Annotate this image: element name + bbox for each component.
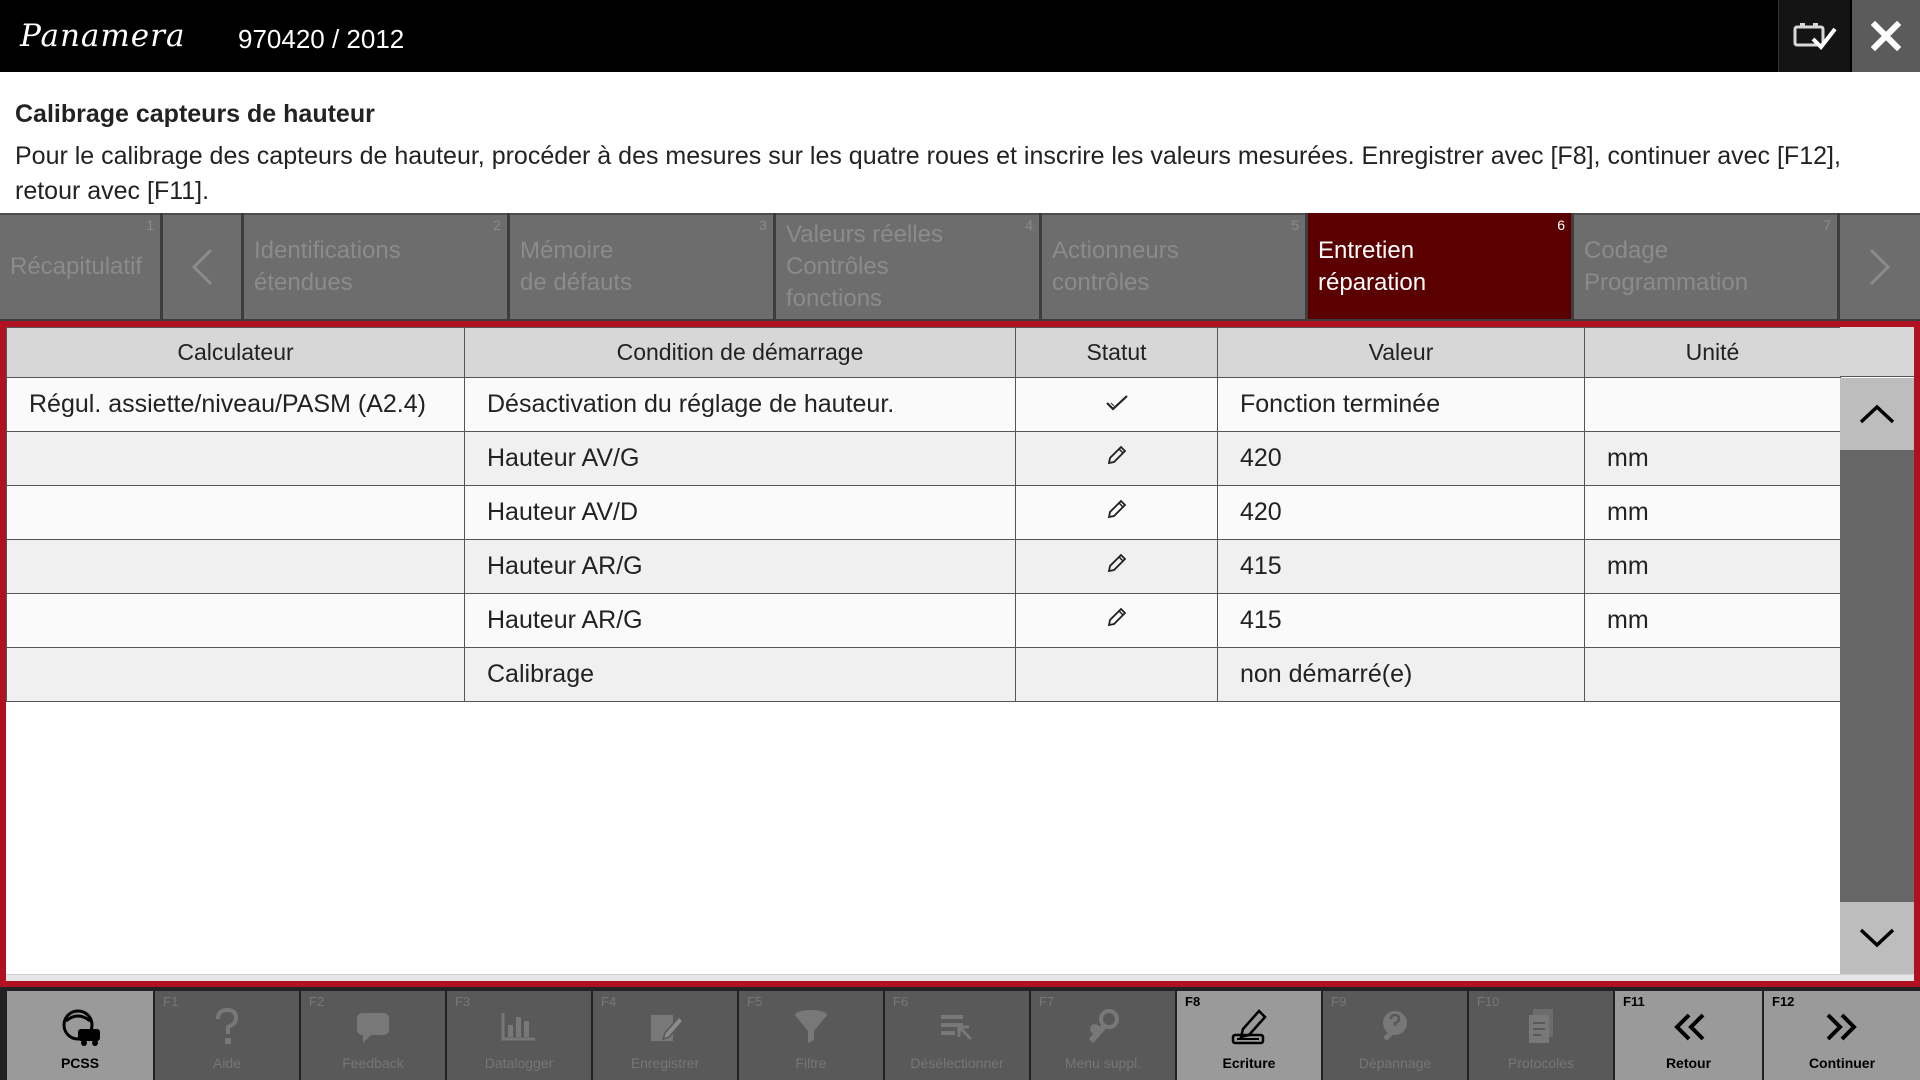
scrollbar-track[interactable] [1840, 450, 1914, 902]
cell-calculateur: Régul. assiette/niveau/PASM (A2.4) [7, 378, 465, 432]
cell-statut[interactable] [1016, 594, 1218, 648]
cell-calculateur [7, 540, 465, 594]
cell-condition: Hauteur AV/G [465, 432, 1016, 486]
tab-number: 5 [1291, 217, 1299, 233]
protocols-icon [1523, 1007, 1559, 1047]
scroll-header-cell [1840, 327, 1914, 377]
tab-number: 7 [1823, 217, 1831, 233]
filter-button[interactable] [739, 991, 883, 1080]
column-header-valeur[interactable]: Valeur [1218, 328, 1585, 378]
close-button[interactable] [1850, 0, 1920, 72]
column-header-unite[interactable]: Unité [1585, 328, 1841, 378]
deselect-button[interactable] [885, 991, 1029, 1080]
fkey-code: F3 [455, 994, 471, 1009]
tab-label: Actionneurs contrôles [1052, 237, 1179, 296]
cell-calculateur [7, 648, 465, 702]
column-header-statut[interactable]: Statut [1016, 328, 1218, 378]
tab-label: Mémoire de défauts [520, 237, 633, 296]
cell-statut[interactable] [1016, 432, 1218, 486]
fkey-label: PCSS [60, 1055, 100, 1071]
cell-unite [1585, 648, 1841, 702]
troubleshoot-button[interactable] [1323, 991, 1467, 1080]
tab-memoire-defauts[interactable] [510, 213, 773, 319]
troubleshoot-icon [1375, 1007, 1415, 1047]
cell-condition: Désactivation du réglage de hauteur. [465, 378, 1016, 432]
calibration-table [6, 327, 1841, 702]
fkey-label: Feedback [342, 1055, 404, 1071]
deselect-icon [937, 1009, 977, 1045]
save-icon [645, 1009, 685, 1045]
cell-unite: mm [1585, 432, 1841, 486]
tab-label: Récapitulatif [10, 253, 143, 280]
fkey-code: F9 [1331, 994, 1347, 1009]
fkey-code: F1 [163, 994, 179, 1009]
cell-valeur[interactable]: 420 [1218, 432, 1585, 486]
tab-prev-button[interactable] [163, 213, 241, 319]
table-row[interactable] [7, 594, 1841, 648]
fkey-label: Enregistrer [630, 1055, 700, 1071]
fkey-label: Continuer [1808, 1055, 1876, 1071]
pencil-icon [1105, 497, 1129, 521]
feedback-icon [353, 1009, 393, 1045]
fkey-code: F12 [1772, 994, 1795, 1009]
fkey-label: Protocoles [1507, 1055, 1575, 1071]
fkey-label: Ecriture [1222, 1055, 1276, 1071]
fkey-label: Filtre [795, 1055, 827, 1071]
pcss-icon [58, 1007, 102, 1047]
horizontal-scrollbar[interactable] [6, 974, 1914, 981]
continue-icon [1822, 1011, 1862, 1043]
cell-unite: mm [1585, 594, 1841, 648]
cell-condition: Calibrage [465, 648, 1016, 702]
fkey-label: Dépannage [1358, 1055, 1432, 1071]
cell-statut[interactable] [1016, 540, 1218, 594]
save-button[interactable] [593, 991, 737, 1080]
cell-statut [1016, 378, 1218, 432]
fkey-label: Datalogger [484, 1055, 554, 1071]
pencil-icon [1105, 551, 1129, 575]
cell-calculateur [7, 594, 465, 648]
tab-number: 1 [146, 217, 154, 233]
fkey-label: Menu suppl. [1064, 1055, 1142, 1071]
tab-number: 3 [759, 217, 767, 233]
chevron-up-icon [1858, 403, 1896, 425]
scroll-down-button[interactable] [1840, 902, 1914, 974]
table-row[interactable] [7, 540, 1841, 594]
table-row[interactable] [7, 648, 1841, 702]
pencil-icon [1105, 443, 1129, 467]
tab-actionneurs[interactable] [1042, 213, 1305, 319]
column-header-condition[interactable]: Condition de démarrage [465, 328, 1016, 378]
tab-next-button[interactable] [1840, 213, 1920, 319]
brand-logo: Panamera [20, 18, 186, 54]
datalogger-icon [499, 1009, 539, 1045]
cell-condition: Hauteur AR/G [465, 540, 1016, 594]
write-icon [1229, 1007, 1269, 1047]
chevron-left-icon [189, 247, 215, 287]
cell-unite: mm [1585, 540, 1841, 594]
cell-valeur[interactable]: 415 [1218, 594, 1585, 648]
tab-label: Codage Programmation [1584, 237, 1749, 296]
tab-number: 2 [493, 217, 501, 233]
fkey-code: F7 [1039, 994, 1055, 1009]
protocols-button[interactable] [1469, 991, 1613, 1080]
fkey-code: F5 [747, 994, 763, 1009]
fkey-code: F4 [601, 994, 617, 1009]
top-bar [0, 0, 1920, 72]
close-icon [1871, 21, 1901, 51]
cell-unite: mm [1585, 486, 1841, 540]
tab-codage-programmation[interactable] [1574, 213, 1837, 319]
more-menu-icon [1083, 1007, 1123, 1047]
fkey-code: F6 [893, 994, 909, 1009]
cell-valeur: non démarré(e) [1218, 648, 1585, 702]
fkey-label: Désélectionner [910, 1055, 1004, 1071]
more-menu-button[interactable] [1031, 991, 1175, 1080]
filter-icon [791, 1007, 831, 1047]
tab-label: Valeurs réelles Contrôles fonctions [786, 221, 943, 312]
chevron-down-icon [1858, 927, 1896, 949]
tab-number: 4 [1025, 217, 1033, 233]
tab-recapitulatif[interactable] [0, 213, 160, 319]
tab-number: 6 [1557, 217, 1565, 233]
tab-label: Entretien réparation [1318, 237, 1427, 296]
battery-check-button[interactable] [1778, 0, 1850, 72]
fkey-label: Retour [1665, 1055, 1712, 1071]
cell-unite [1585, 378, 1841, 432]
fkey-label: Aide [212, 1055, 242, 1071]
page-title: Calibrage capteurs de hauteur [15, 100, 375, 128]
chevron-right-icon [1867, 247, 1893, 287]
scroll-up-button[interactable] [1840, 378, 1914, 450]
help-icon [212, 1007, 242, 1047]
column-header-calculateur[interactable]: Calculateur [7, 328, 465, 378]
check-icon [1105, 394, 1129, 412]
fkey-code: F8 [1185, 994, 1201, 1009]
continue-button[interactable] [1764, 991, 1920, 1080]
fkey-code: F2 [309, 994, 325, 1009]
back-button[interactable] [1615, 991, 1762, 1080]
fkey-code: F10 [1477, 994, 1500, 1009]
cell-calculateur [7, 432, 465, 486]
pcss-button[interactable] [7, 991, 153, 1080]
cell-calculateur [7, 486, 465, 540]
datalogger-button[interactable] [447, 991, 591, 1080]
cell-valeur[interactable]: 420 [1218, 486, 1585, 540]
table-row[interactable] [7, 486, 1841, 540]
back-icon [1669, 1011, 1709, 1043]
feedback-button[interactable] [301, 991, 445, 1080]
cell-statut[interactable] [1016, 486, 1218, 540]
tab-entretien-reparation[interactable] [1308, 213, 1571, 319]
cell-condition: Hauteur AV/D [465, 486, 1016, 540]
battery-check-icon [1793, 21, 1837, 51]
table-header-row [7, 328, 1841, 378]
cell-condition: Hauteur AR/G [465, 594, 1016, 648]
fkey-code: F11 [1623, 994, 1645, 1009]
table-row[interactable] [7, 378, 1841, 432]
tab-label: Identifications étendues [254, 237, 401, 296]
pencil-icon [1105, 605, 1129, 629]
tab-valeurs-reelles[interactable] [776, 213, 1039, 319]
cell-valeur: Fonction terminée [1218, 378, 1585, 432]
table-row[interactable] [7, 432, 1841, 486]
help-button[interactable] [155, 991, 299, 1080]
cell-valeur[interactable]: 415 [1218, 540, 1585, 594]
cell-statut [1016, 648, 1218, 702]
tab-identifications[interactable] [244, 213, 507, 319]
vehicle-info: 970420 / 2012 [238, 24, 405, 54]
page-description: Pour le calibrage des capteurs de hauteur, procéder à des mesures sur les quatre roues et inscrire les valeurs mesurées. Enregistrer avec [F8], continuer avec [F12], retour avec [F11]. [15, 142, 1841, 205]
write-button[interactable] [1177, 991, 1321, 1080]
